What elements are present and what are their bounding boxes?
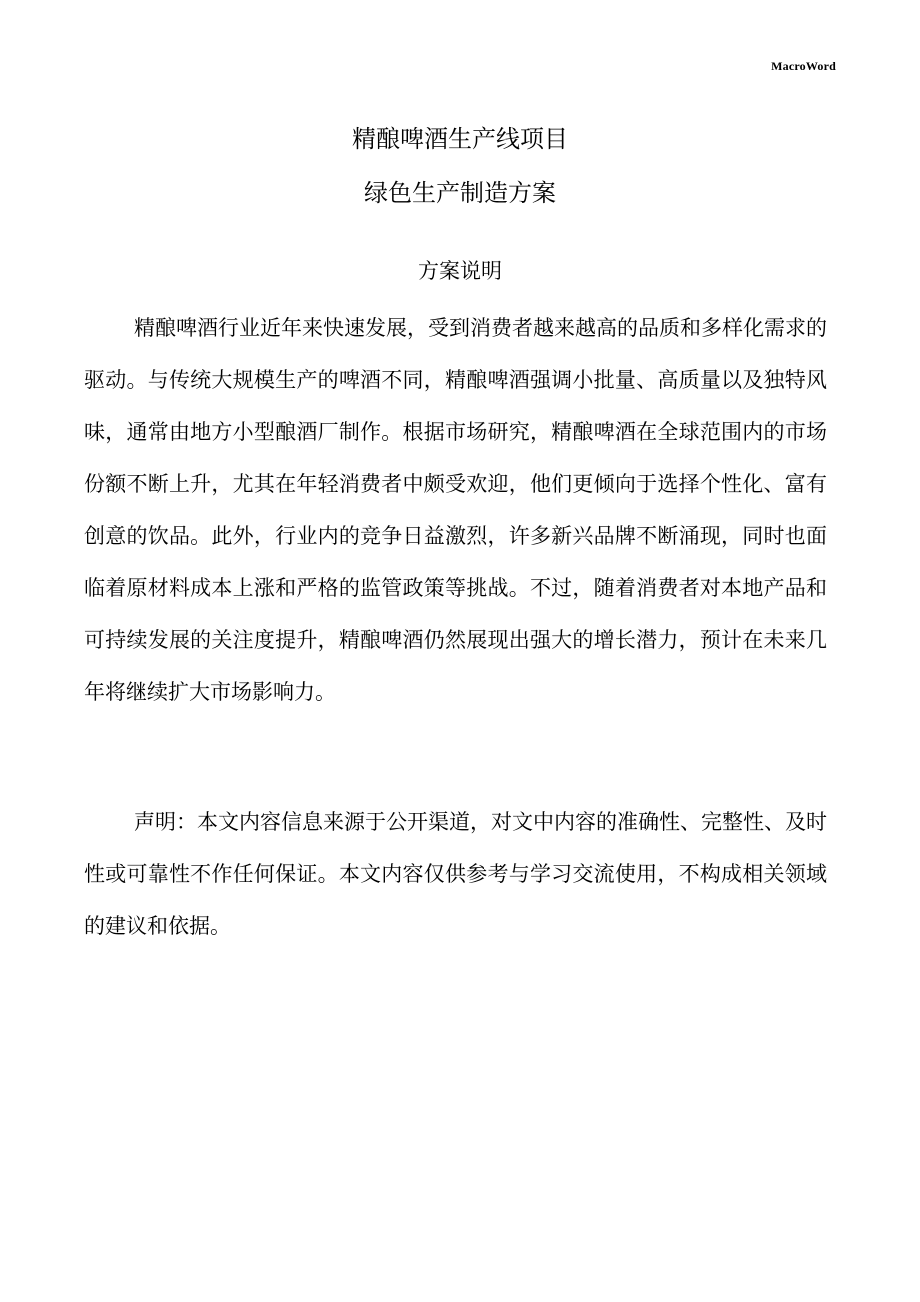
body-paragraph-disclaimer: 声明：本文内容信息来源于公开渠道，对文中内容的准确性、完整性、及时性或可靠性不作任何保证。本文内容仅供参考与学习交流使用，不构成相关领域的建议和依据。 [84,810,827,938]
document-title-line1: 精酿啤酒生产线项目 [352,125,568,153]
section-heading: 方案说明 [418,259,502,283]
header-brand: MacroWord [771,59,836,73]
body-paragraph-intro: 精酿啤酒行业近年来快速发展，受到消费者越来越高的品质和多样化需求的驱动。与传统大规模生产的啤酒不同，精酿啤酒强调小批量、高质量以及独特风味，通常由地方小型酿酒厂制作。根据市场研究，精酿啤酒在全球范围内的市场份额不断上升，尤其在年轻消费者中颇受欢迎，他们更倾向于选择个性化、富有创意的饮品。此外，行业内的竞争日益激烈，许多新兴品牌不断涌现，同时也面临着原材料成本上涨和严格的监管政策等挑战。不过，随着消费者对本地产品和可持续发展的关注度提升，精酿啤酒仍然展现出强大的增长潜力，预计在未来几年将继续扩大市场影响力。 [84,316,827,704]
document-title-line2: 绿色生产制造方案 [364,179,556,207]
